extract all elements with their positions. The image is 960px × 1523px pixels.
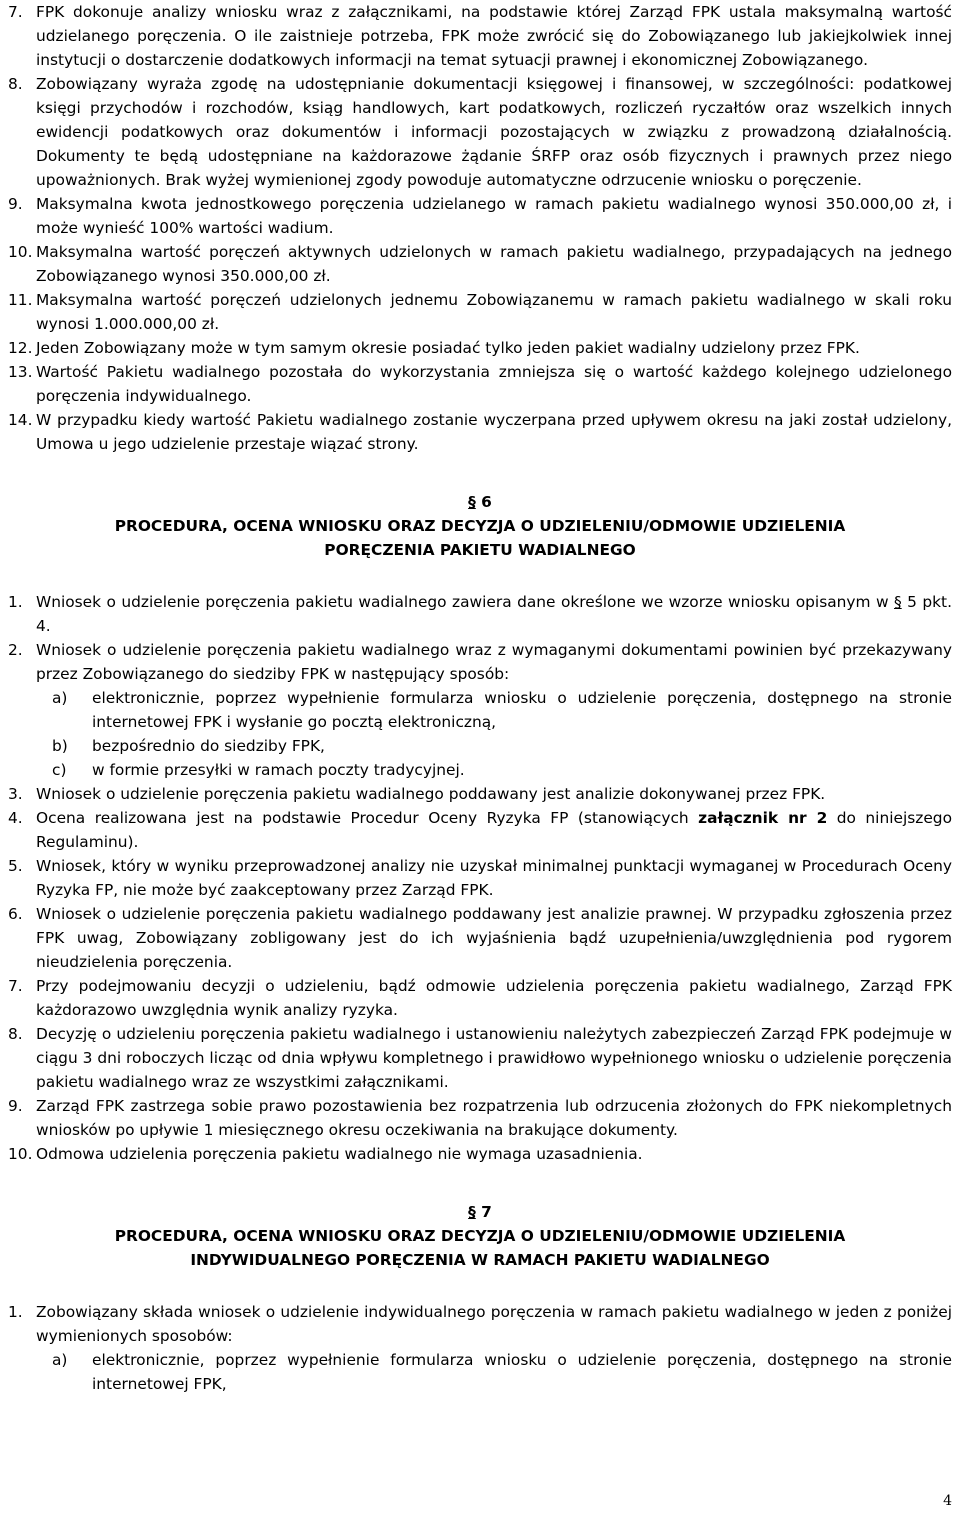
- bold-reference: załącznik nr 2: [698, 809, 828, 827]
- sub-item-letter: b): [52, 737, 68, 755]
- list-item-9: [8, 1094, 952, 1142]
- item-text: Odmowa udzielenia poręczenia pakietu wadialnego nie wymaga uzasadnienia.: [36, 1145, 643, 1163]
- sub-item-text: bezpośrednio do siedziby FPK,: [92, 737, 325, 755]
- item-text: Przy podejmowaniu decyzji o udzieleniu, bądź odmowie udzielenia poręczenia pakietu wadialnego, Zarząd FPK każdorazowo uwzględnia wynik analizy ryzyka.: [36, 977, 952, 1019]
- section-title-line-1: PROCEDURA, OCENA WNIOSKU ORAZ DECYZJA O UDZIELENIU/ODMOWIE UDZIELENIA: [114, 517, 846, 535]
- item-text: Zobowiązany składa wniosek o udzielenie indywidualnego poręczenia w ramach pakietu wadialnego w jeden z poniżej wymienionych sposobów:: [36, 1303, 952, 1345]
- item-number: 13.: [8, 363, 33, 381]
- item-number: 6.: [8, 905, 23, 923]
- sub-item-letter: c): [52, 761, 67, 779]
- item-number: 9.: [8, 1097, 23, 1115]
- sub-item-b: [8, 734, 952, 758]
- list-item-1: [8, 1300, 952, 1348]
- item-text: Maksymalna kwota jednostkowego poręczenia udzielanego w ramach pakietu wadialnego wynosi 350.000,00 zł, i może wynieść 100% wartości wadium.: [36, 195, 952, 237]
- section-7-list: [8, 1300, 952, 1396]
- item-text: Zobowiązany wyraża zgodę na udostępnianie dokumentacji księgowej i finansowej, w szczególności: podatkowej księgi przychodów i rozchodów, ksiąg handlowych, kart podatkowych, rozliczeń ryczałtów oraz wszelkich innych ewidencji podatkowych oraz dokumentów i informacji pozostających w związku z prowadzoną działalnością. Dokumenty te będą udostępniane na każdorazowe żądanie ŚRFP oraz osób fizycznych i prawnych przez niego upoważnionych. Brak wyżej wymienionej zgody powoduje automatyczne odrzucenie wniosku o poręczenie.: [36, 75, 952, 189]
- item-number: 8.: [8, 1025, 23, 1043]
- list-item-3: [8, 782, 952, 806]
- list-item-8: [8, 1022, 952, 1094]
- list-item-10: [8, 240, 952, 288]
- section-title-line-2: INDYWIDUALNEGO PORĘCZENIA W RAMACH PAKIETU WADIALNEGO: [190, 1251, 770, 1269]
- item-number: 10.: [8, 1145, 33, 1163]
- sub-item-a: [8, 1348, 952, 1396]
- item-text: W przypadku kiedy wartość Pakietu wadialnego zostanie wyczerpana przed upływem okresu na jaki został udzielony, Umowa u jego udzielenie przestaje wiązać strony.: [36, 411, 952, 453]
- list-item-4: [8, 806, 952, 854]
- item-number: 11.: [8, 291, 33, 309]
- sub-item-text: w formie przesyłki w ramach poczty tradycyjnej.: [92, 761, 465, 779]
- section-title-line-2: PORĘCZENIA PAKIETU WADIALNEGO: [324, 541, 636, 559]
- item-text: Jeden Zobowiązany może w tym samym okresie posiadać tylko jeden pakiet wadialny udzielony przez FPK.: [36, 339, 860, 357]
- list-item-9: [8, 192, 952, 240]
- item-number: 7.: [8, 3, 23, 21]
- list-item-2: [8, 638, 952, 686]
- item-text: [36, 590, 952, 638]
- item-text: Zarząd FPK zastrzega sobie prawo pozostawienia bez rozpatrzenia lub odrzucenia złożonych do FPK niekompletnych wniosków po upływie 1 miesięcznego okresu oczekiwania na brakujące dokumenty.: [36, 1097, 952, 1139]
- item-text: [36, 806, 952, 854]
- sub-item-c: [8, 758, 952, 782]
- section-7-heading: [8, 1200, 952, 1272]
- section-number-value: 7: [481, 1203, 492, 1221]
- item-text-part: do niniejszego Regulaminu).: [36, 809, 952, 851]
- sub-item-text: elektronicznie, poprzez wypełnienie formularza wniosku o udzielenie poręczenia, dostępnego na stronie internetowej FPK i wysłanie go pocztą elektroniczną,: [92, 689, 952, 731]
- paragraph-sign: §: [893, 593, 902, 611]
- item-text: Maksymalna wartość poręczeń udzielonych jednemu Zobowiązanemu w ramach pakietu wadialnego w skali roku wynosi 1.000.000,00 zł.: [36, 291, 952, 333]
- item-text: Wniosek o udzielenie poręczenia pakietu wadialnego wraz z wymaganymi dokumentami powinien być przekazywany przez Zobowiązanego do siedziby FPK w następujący sposób:: [36, 641, 952, 683]
- section-title-line-1: PROCEDURA, OCENA WNIOSKU ORAZ DECYZJA O UDZIELENIU/ODMOWIE UDZIELENIA: [114, 1227, 846, 1245]
- sub-item-a: [8, 686, 952, 734]
- paragraph-sign: §: [468, 493, 476, 511]
- item-number: 1.: [8, 593, 23, 611]
- sub-item-letter: a): [52, 689, 68, 707]
- item-number: 8.: [8, 75, 23, 93]
- section-6-heading: [8, 490, 952, 562]
- section-number: [8, 1200, 952, 1224]
- item-text: Wniosek, który w wyniku przeprowadzonej analizy nie uzyskał minimalnej punktacji wymaganej w Procedurach Oceny Ryzyka FP, nie może być zaakceptowany przez Zarząd FPK.: [36, 857, 952, 899]
- item-number: 1.: [8, 1303, 23, 1321]
- item-number: 9.: [8, 195, 23, 213]
- item-number: 12.: [8, 339, 33, 357]
- list-item-14: [8, 408, 952, 456]
- item-number: 2.: [8, 641, 23, 659]
- item-text: FPK dokonuje analizy wniosku wraz z załącznikami, na podstawie której Zarząd FPK ustala maksymalną wartość udzielanego poręczenia. O ile zaistnieje potrzeba, FPK może zwrócić się do Zobowiązanego lub jakiejkolwiek innej instytucji o dostarczenie dodatkowych informacji na temat sytuacji prawnej i ekonomicznej Zobowiązanego.: [36, 3, 952, 69]
- list-item-5: [8, 854, 952, 902]
- page-number: 4: [943, 1493, 952, 1509]
- list-item-10: [8, 1142, 952, 1166]
- list-item-1: [8, 590, 952, 638]
- item-text: Decyzję o udzieleniu poręczenia pakietu wadialnego i ustanowieniu należytych zabezpieczeń Zarząd FPK podejmuje w ciągu 3 dni roboczych licząc od dnia wpływu kompletnego i prawidłowo wypełnionego wniosku o udzielenie poręczenia pakietu wadialnego wraz ze wszystkimi załącznikami.: [36, 1025, 952, 1091]
- document-page: [8, 0, 952, 1396]
- item-text: Wniosek o udzielenie poręczenia pakietu wadialnego poddawany jest analizie dokonywanej przez FPK.: [36, 785, 826, 803]
- item-number: 3.: [8, 785, 23, 803]
- item-text-part: Ocena realizowana jest na podstawie Procedur Oceny Ryzyka FP (stanowiących: [36, 809, 699, 827]
- section-6-list: [8, 590, 952, 1166]
- item-number: 10.: [8, 243, 33, 261]
- list-item-7: [8, 0, 952, 72]
- list-item-11: [8, 288, 952, 336]
- sub-item-text: elektronicznie, poprzez wypełnienie formularza wniosku o udzielenie poręczenia, dostępnego na stronie internetowej FPK,: [92, 1351, 952, 1393]
- list-item-7: [8, 974, 952, 1022]
- list-item-6: [8, 902, 952, 974]
- item-number: 4.: [8, 809, 23, 827]
- item-number: 7.: [8, 977, 23, 995]
- list-item-13: [8, 360, 952, 408]
- item-text: Wartość Pakietu wadialnego pozostała do wykorzystania zmniejsza się o wartość każdego kolejnego udzielonego poręczenia indywidualnego.: [36, 363, 952, 405]
- sub-item-letter: a): [52, 1351, 68, 1369]
- list-item-12: [8, 336, 952, 360]
- item-text: Maksymalna wartość poręczeń aktywnych udzielonych w ramach pakietu wadialnego, przypadających na jednego Zobowiązanego wynosi 350.000,00 zł.: [36, 243, 952, 285]
- item-text-part: 5 pkt. 4.: [36, 593, 952, 635]
- paragraph-sign: §: [468, 1203, 476, 1221]
- list-item-8: [8, 72, 952, 192]
- item-text: Wniosek o udzielenie poręczenia pakietu wadialnego poddawany jest analizie prawnej. W przypadku zgłoszenia przez FPK uwag, Zobowiązany zobligowany jest do ich wyjaśnienia bądź uzupełnienia/uwzględnienia pod rygorem nieudzielenia poręczenia.: [36, 905, 952, 971]
- section-number-value: 6: [481, 493, 492, 511]
- item-number: 5.: [8, 857, 23, 875]
- item-text-part: Wniosek o udzielenie poręczenia pakietu wadialnego zawiera dane określone we wzorze wniosku opisanym w: [36, 593, 894, 611]
- section-number: [8, 490, 952, 514]
- item-number: 14.: [8, 411, 33, 429]
- list-continued: [8, 0, 952, 456]
